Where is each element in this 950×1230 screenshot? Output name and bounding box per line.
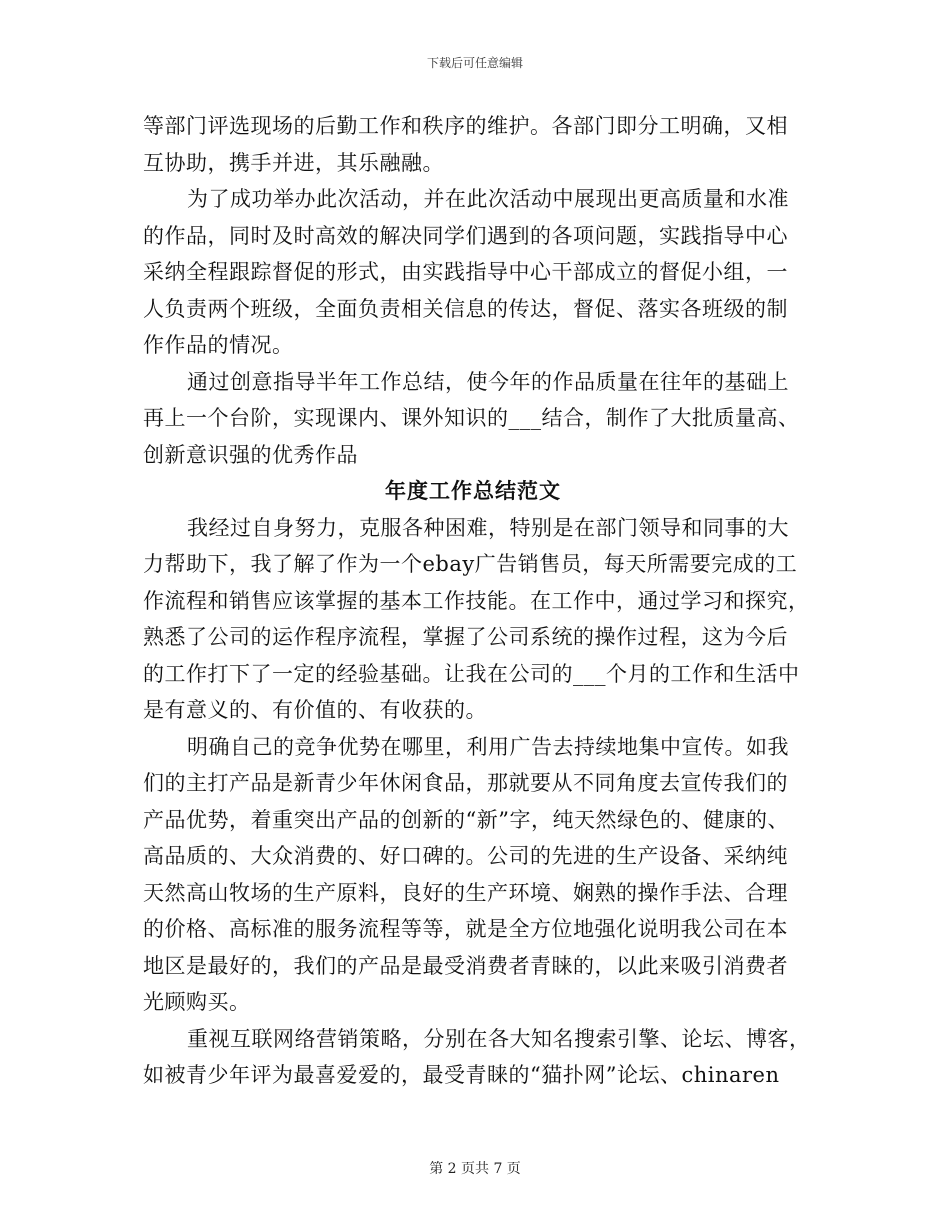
text-line: 作作品的情况。 <box>143 333 294 357</box>
text-line: 创新意识强的优秀作品 <box>143 442 358 467</box>
section-title: 年度工作总结范文 <box>385 478 561 503</box>
text-line: 们的主打产品是新青少年休闲食品，那就要从不同角度去宣传我们的 <box>143 771 788 795</box>
text-line: 的价格、高标准的服务流程等等，就是全方位地强化说明我公司在本 <box>143 917 788 941</box>
text-line: 高品质的、大众消费的、好口碑的。公司的先进的生产设备、采纳纯 <box>143 844 788 868</box>
text-line: 作流程和销售应该掌握的基本工作技能。在工作中，通过学习和探究， <box>143 588 810 613</box>
text-line: 光顾购买。 <box>143 990 251 1014</box>
text-line: 熟悉了公司的运作程序流程，掌握了公司系统的操作过程，这为今后 <box>143 625 788 649</box>
text-line: 再上一个台阶，实现课内、课外知识的___结合，制作了大批质量高、 <box>143 406 800 430</box>
paragraph-start: 重视互联网络营销策略，分别在各大知名搜索引擎、论坛、博客， <box>187 1026 811 1051</box>
text-line: 互协助，携手并进，其乐融融。 <box>143 150 444 175</box>
text-line: 地区是最好的，我们的产品是最受消费者青睐的，以此来吸引消费者 <box>143 953 788 978</box>
page-header: 下载后可任意编辑 <box>426 56 523 70</box>
text-line: 是有意义的、有价值的、有收获的。 <box>143 698 487 722</box>
paragraph-start: 通过创意指导半年工作总结，使今年的作品质量在往年的基础上 <box>187 369 789 394</box>
paragraph-start: 我经过自身努力，克服各种困难，特别是在部门领导和同事的大 <box>187 515 789 540</box>
paragraph-start: 为了成功举办此次活动，并在此次活动中展现出更高质量和水准 <box>187 187 789 211</box>
text-line: 的作品，同时及时高效的解决同学们遇到的各项问题，实践指导中心 <box>143 223 788 248</box>
text-line: 人负责两个班级，全面负责相关信息的传达，督促、落实各班级的制 <box>143 296 788 321</box>
text-line: 天然高山牧场的生产原料，良好的生产环境、娴熟的操作手法、合理 <box>143 880 788 905</box>
text-line: 采纳全程跟踪督促的形式，由实践指导中心干部成立的督促小组，一 <box>143 260 788 284</box>
text-line: 产品优势，着重突出产品的创新的“新”字，纯天然绿色的、健康的、 <box>143 807 789 832</box>
document-body <box>143 108 811 1094</box>
paragraph-start: 明确自己的竞争优势在哪里，利用广告去持续地集中宣传。如我 <box>187 734 789 759</box>
page-footer: 第 2 页共 7 页 <box>429 1161 521 1177</box>
text-line: 的工作打下了一定的经验基础。让我在公司的___个月的工作和生活中 <box>143 661 800 686</box>
text-line: 如被青少年评为最喜爱爱的，最受青睐的“猫扑网”论坛、chinaren <box>143 1063 780 1087</box>
text-line: 等部门评选现场的后勤工作和秩序的维护。各部门即分工明确，又相 <box>143 114 788 138</box>
text-line: 力帮助下，我了解了作为一个ebay广告销售员，每天所需要完成的工 <box>143 552 798 576</box>
